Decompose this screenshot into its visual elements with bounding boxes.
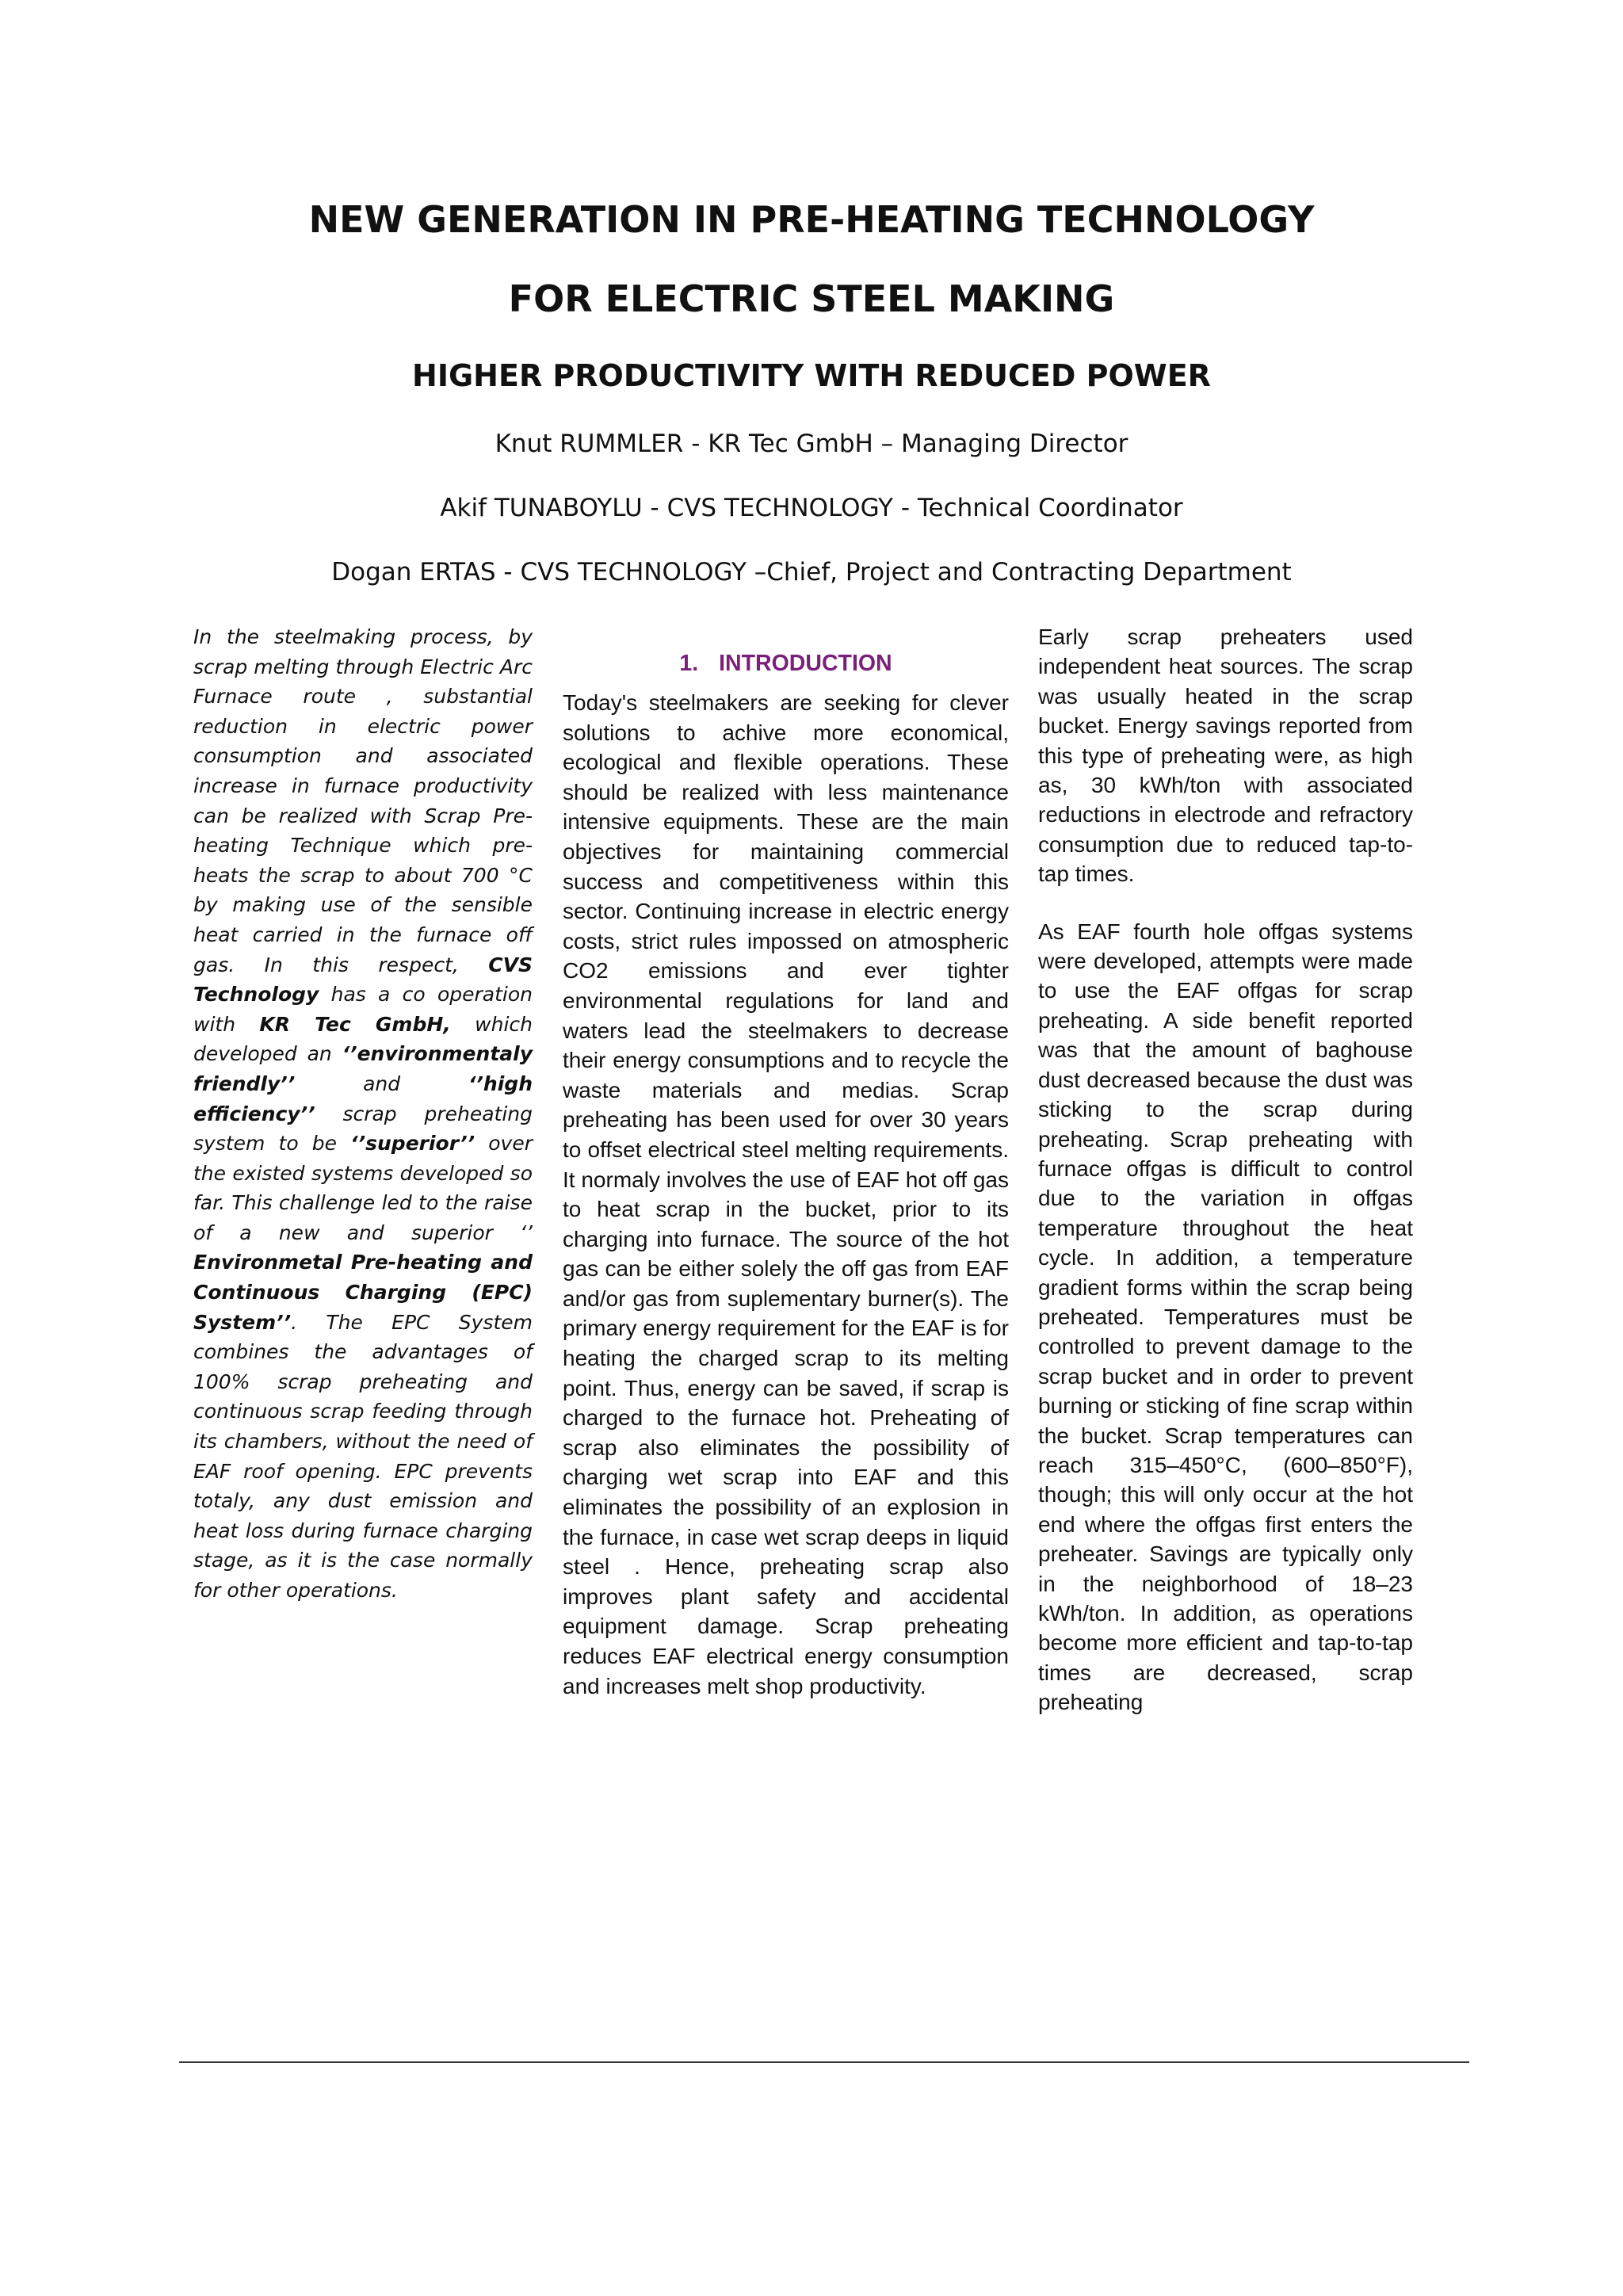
abstract-emphasis: KR Tec GmbH,	[259, 1012, 451, 1036]
abstract-emphasis: ‘’environmentaly friendly’’	[193, 1042, 533, 1095]
right-column-paragraph-2: As EAF fourth hole offgas systems were developed, attempts were made to use the EAF offgas for scrap preheating. A side benefit reported was that the amount of baghouse dust decreased because the dust was sticking to the scrap during preheating. Scrap preheating with furnace offgas is difficult to control due to the variation in offgas temperature throughout the heat cycle. In addition, a temperature gradient forms within the scrap being preheated. Temperatures must be controlled to prevent damage to the scrap bucket and in order to prevent burning or sticking of fine scrap within the bucket. Scrap temperatures can reach 315–450°C, (600–850°F), though; this will only occur at the hot end where the offgas first enters the preheater. Savings are typically only in the neighborhood of 18–23 kWh/ton. In addition, as operations become more efficient and tap-to-tap times are decreased, scrap preheating	[1038, 919, 1413, 1715]
abstract-text: which developed an	[193, 1012, 533, 1066]
abstract-text: . The EPC System combines the advantages of 100% scrap preheating and continuous scrap feeding through its chambers, without the need of EAF roof opening. EPC prevents totaly, any dust emission and heat loss during furnace charging stage, as it is the case normally for other operations.	[193, 1310, 533, 1602]
author-line-3: Dogan ERTAS - CVS TECHNOLOGY –Chief, Project and Contracting Department	[331, 558, 1292, 586]
abstract	[193, 622, 533, 1606]
abstract-emphasis: ‘’superior’’	[350, 1132, 475, 1156]
title-line-2: FOR ELECTRIC STEEL MAKING	[508, 277, 1115, 320]
right-column-paragraph-1: Early scrap preheaters used independent heat sources. The scrap was usually heated in the scrap bucket. Energy savings reported from this type of preheating were, as high as, 30 kWh/ton with associated reductions in electrode and refractory consumption due to reduced tap-to-tap times.	[1038, 625, 1413, 887]
abstract-text: over the existed systems developed so far. This challenge led to the raise of a new and superior ‘’	[193, 1132, 533, 1244]
abstract-emphasis: ‘’high efficiency’’	[193, 1072, 533, 1125]
introduction-section	[563, 648, 1009, 1701]
footer-rule	[179, 2061, 1469, 2063]
abstract-text: In the steelmaking process, by scrap melting through Electric Arc Furnace route , substantial reduction in electric power consumption and associated increase in furnace productivity can be realized with Scrap Pre-heating Technique which pre-heats the scrap to about 700 °C by making use of the sensible heat carried in the furnace off gas. In this respect,	[193, 625, 533, 976]
author-line-2: Akif TUNABOYLU - CVS TECHNOLOGY - Technical Coordinator	[440, 494, 1183, 522]
section-number: 1.	[679, 651, 699, 676]
section-heading	[563, 648, 1009, 678]
section-title: INTRODUCTION	[719, 651, 892, 676]
right-column	[1038, 622, 1413, 1717]
introduction-body: Today's steelmakers are seeking for clever solutions to achive more economical, ecological and flexible operations. These should be realized with less maintenance intensive equipments. These are the main objectives for maintaining commercial success and competitiveness within this sector. Continuing increase in electric energy costs, strict rules impossed on atmospheric CO2 emissions and ever tighter environmental regulations for land and waters lead the steelmakers to decrease their energy consumptions and to recycle the waste materials and medias. Scrap preheating has been used for over 30 years to offset electrical steel melting requirements. It normaly involves the use of EAF hot off gas to heat scrap in the bucket, prior to its charging into furnace. The source of the hot gas can be either solely the off gas from EAF and/or gas from suplementary burner(s). The primary energy requirement for the EAF is for heating the charged scrap to its melting point. Thus, energy can be saved, if scrap is charged to the furnace hot. Preheating of scrap also eliminates the possibility of charging wet scrap into EAF and this eliminates the possibility of an explosion in the furnace, in case wet scrap deeps in liquid steel . Hence, preheating scrap also improves plant safety and accidental equipment damage. Scrap preheating reduces EAF electrical energy consumption and increases melt shop productivity.	[563, 690, 1009, 1698]
abstract-emphasis: CVS Technology	[193, 953, 533, 1007]
subtitle: HIGHER PRODUCTIVITY WITH REDUCED POWER	[412, 358, 1211, 393]
author-line-1: Knut RUMMLER - KR Tec GmbH – Managing Director	[495, 430, 1128, 458]
abstract-paragraph	[193, 622, 533, 1606]
abstract-text: has a co operation with	[193, 983, 533, 1036]
abstract-text: scrap preheating system to be	[193, 1102, 533, 1156]
abstract-text: and	[295, 1072, 468, 1095]
abstract-emphasis: Environmetal Pre-heating and Continuous Charging (EPC) System’’	[193, 1251, 533, 1334]
title-line-1: NEW GENERATION IN PRE-HEATING TECHNOLOGY	[308, 198, 1315, 241]
